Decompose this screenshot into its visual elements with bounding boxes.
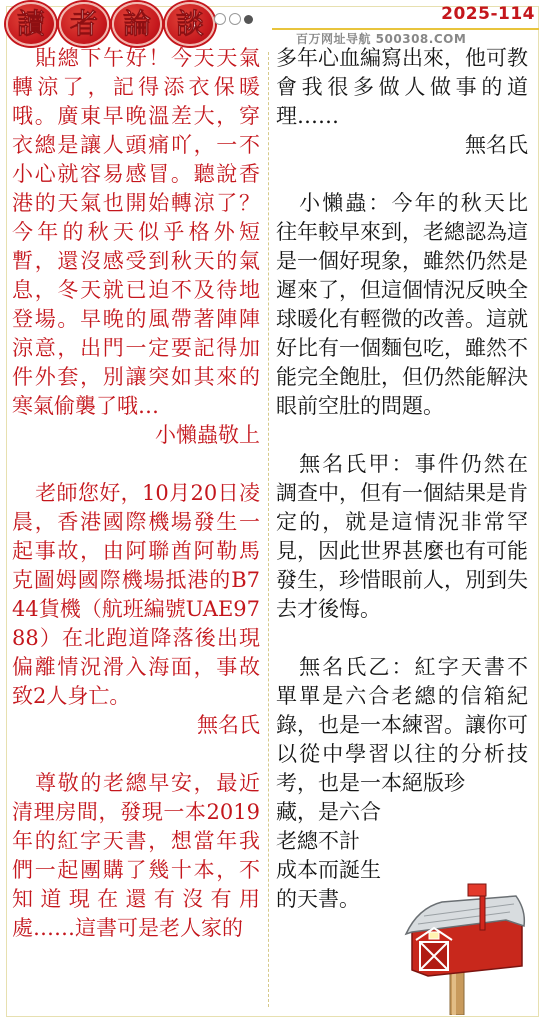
column-divider — [268, 52, 269, 1007]
right-column — [276, 44, 528, 914]
site-watermark: 百万网址导航 500308.COM — [296, 32, 467, 46]
letter-3: 尊敬的老總早安，最近清理房間，發現一本2019年的紅字天書，想當年我們一起團購了幾十本，不知道現在還有沒有用處……這書可是老人家的 — [12, 771, 260, 940]
decorative-dots — [214, 13, 253, 25]
reply-1: 小懶蟲：今年的秋天比往年較早來到，老總認為這是一個好現象，雖然仍然是遲來了，但這個情況反映全球暖化有輕微的改善。這就好比有一個麵包吃，雖然不能完全飽肚，但仍然能解決眼前空肚的問題。 — [276, 191, 528, 418]
reply-3: 無名氏乙：紅字天書不單單是六合老總的信箱紀錄，也是一本練習。讓你可以從中學習以往的分析技考，也是一本絕版珍 — [276, 655, 529, 795]
circle-icon — [214, 13, 226, 25]
circle-icon — [229, 13, 241, 25]
title-char: 論 — [112, 2, 162, 46]
letter-1: 貼總下午好！今天天氣轉涼了，記得添衣保暖哦。廣東早晚溫差大，穿衣總是讓人頭痛吖，一不小心就容易感冒。聽說香港的天氣也開始轉涼了？今年的秋天似乎格外短暫，還沒感受到秋天的氣息，冬天就已迫不及待地登場。早晚的風帶著陣陣涼意，出門一定要記得加件外套，別讓突如其來的寒氣偷襲了哦… — [12, 46, 261, 418]
title-char: 讀 — [6, 2, 56, 46]
letter-1-signature: 小懶蟲敬上 — [155, 423, 260, 447]
letter-2-signature: 無名氏 — [197, 713, 260, 737]
title-char: 者 — [59, 2, 109, 46]
reply-3-tail: 藏，是六合 老總不計 成本而誕生 的天書。 — [276, 800, 381, 911]
section-title — [6, 2, 218, 42]
letter-3-signature: 無名氏 — [465, 133, 528, 157]
page-header — [0, 0, 545, 48]
dot-icon — [244, 15, 253, 24]
letter-2: 老師您好，10月20日凌晨，香港國際機場發生一起事故，由阿聯酋阿勒馬克圖姆國際機場抵港的B744貨機（航班編號UAE9788）在北跑道降落後出現偏離情況滑入海面，事故致2人身亡。 — [12, 481, 261, 708]
mailbox-icon — [398, 880, 528, 1015]
left-column — [12, 44, 260, 943]
title-char: 談 — [165, 2, 215, 46]
letter-3-continued: 多年心血編寫出來，他可教會我很多做人做事的道理…… — [276, 46, 528, 128]
reply-2: 無名氏甲：事件仍然在調查中，但有一個結果是肯定的，就是這情況非常罕見，因此世界甚麼也有可能發生，珍惜眼前人，別到失去才後悔。 — [276, 452, 528, 621]
issue-number: 2025-114 — [441, 4, 535, 24]
